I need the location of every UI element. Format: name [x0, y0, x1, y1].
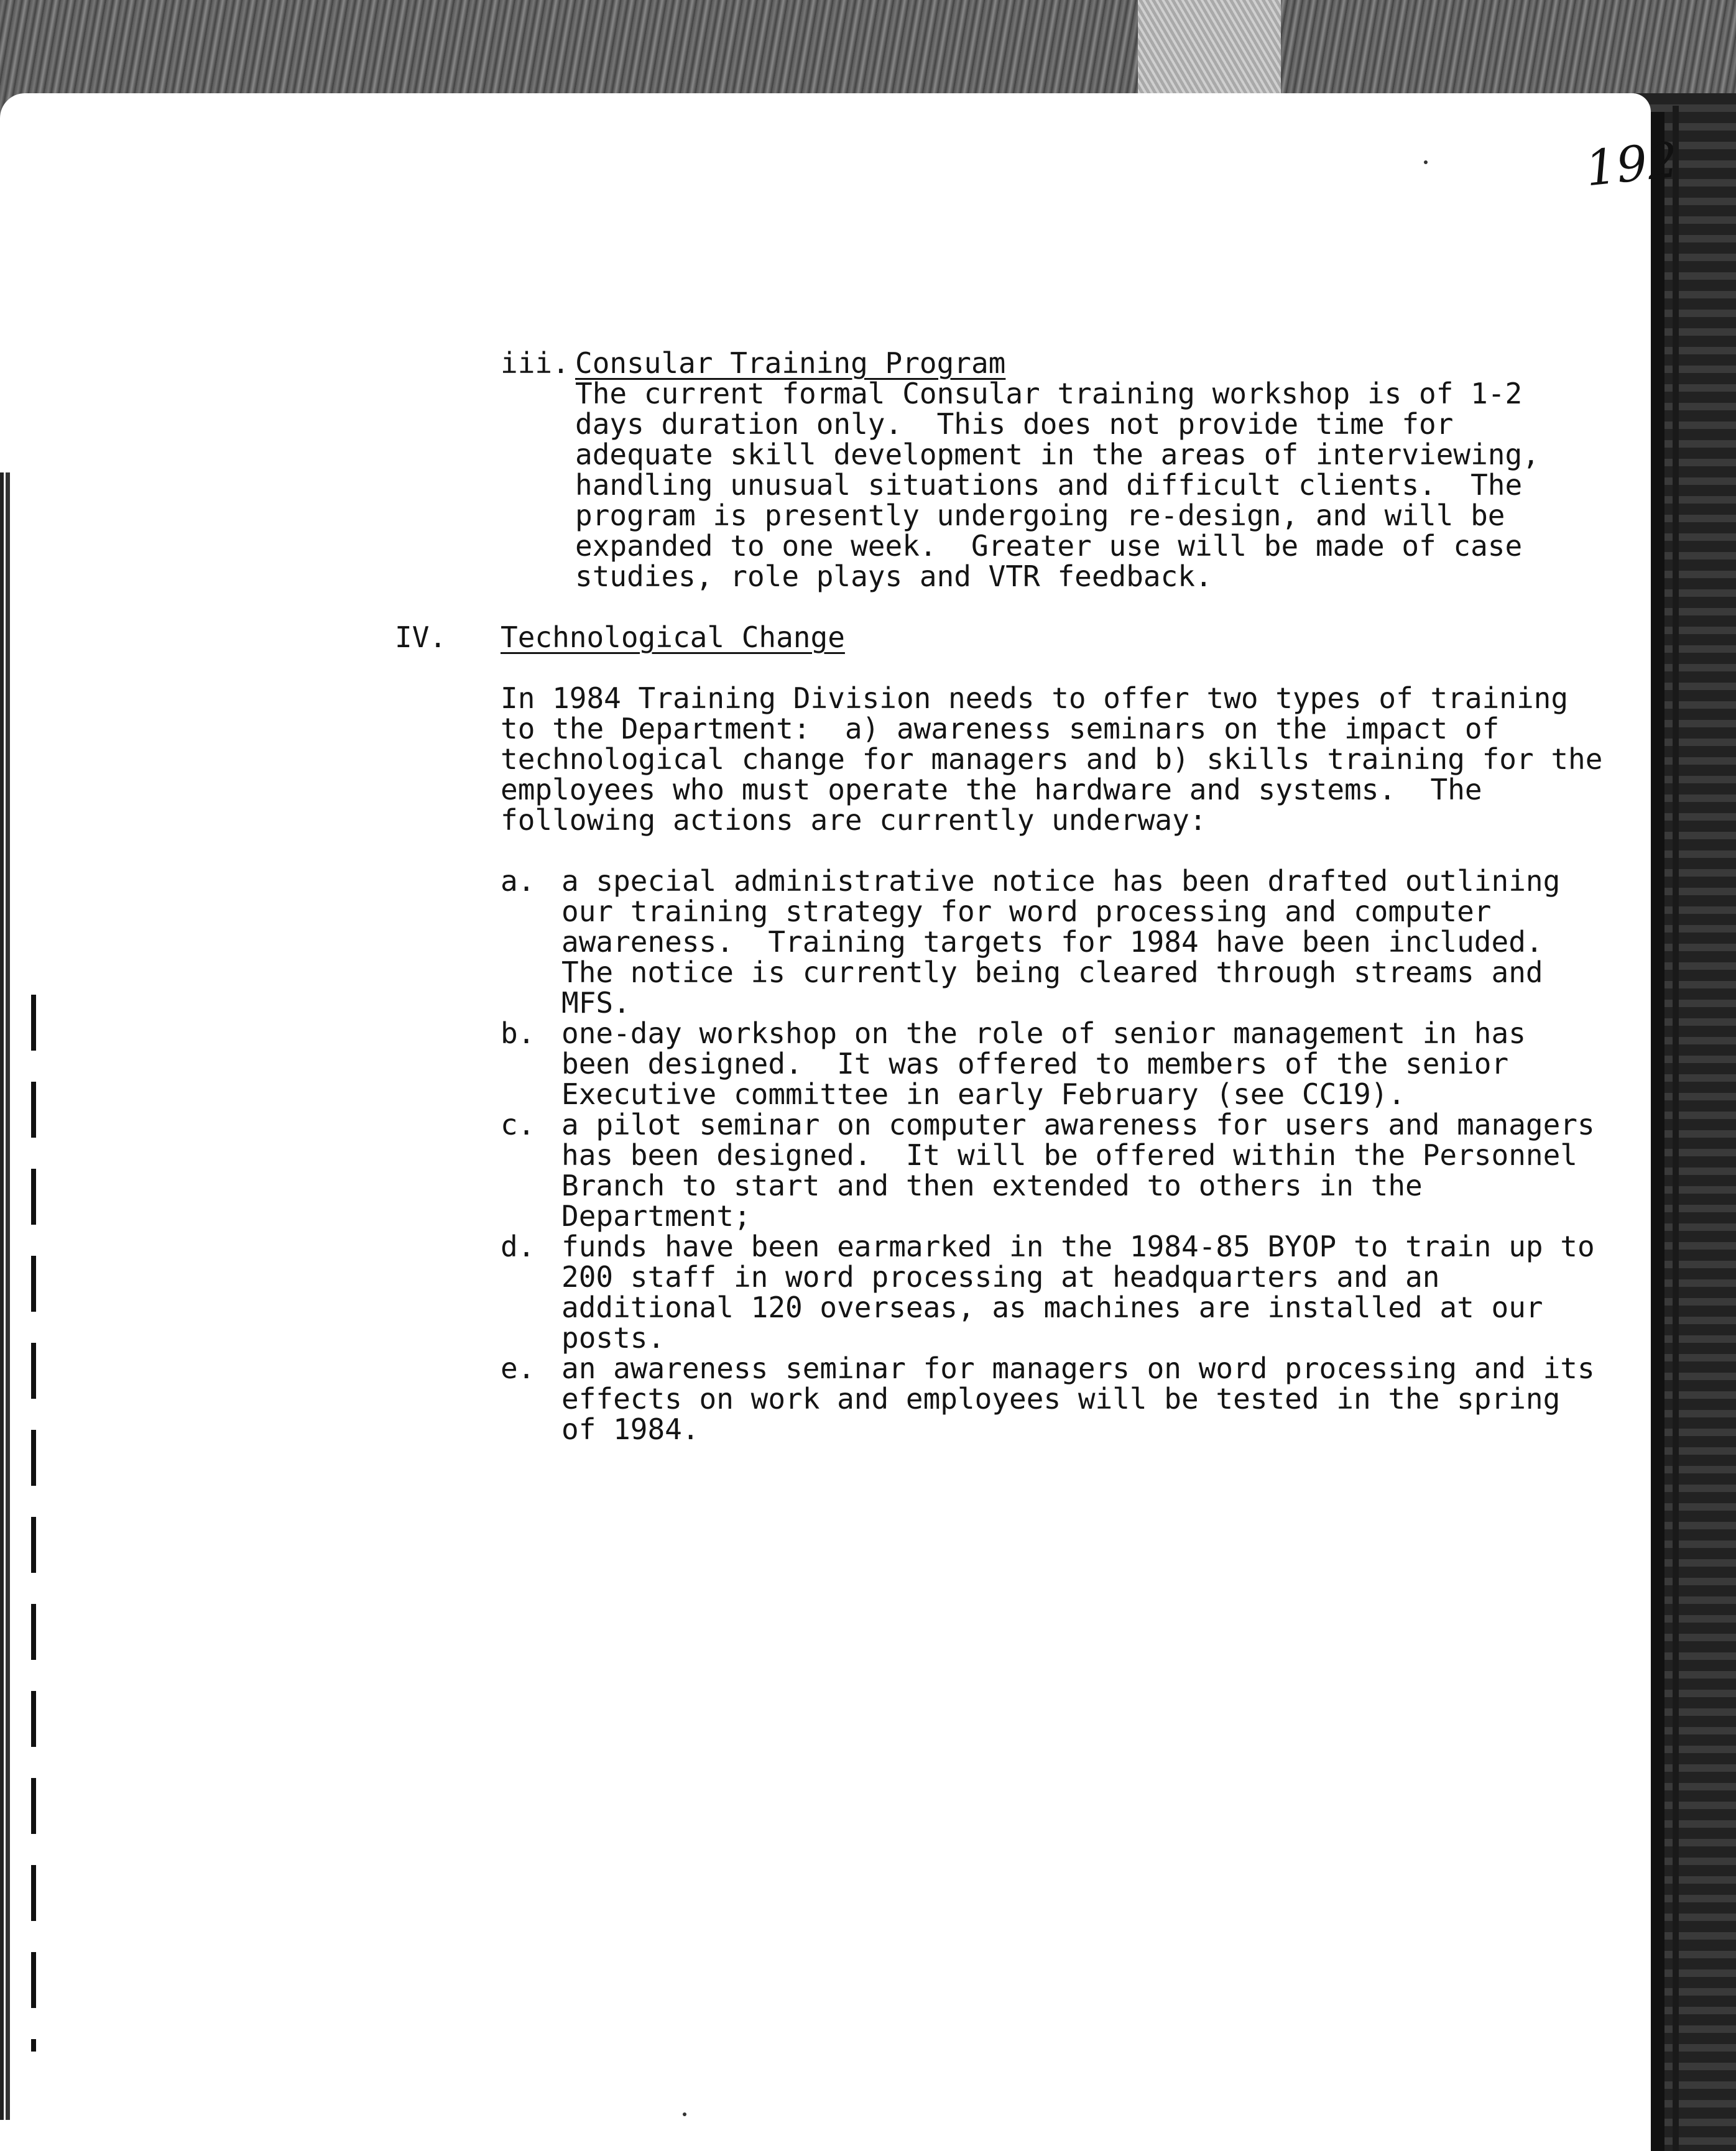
section-iii-line: expanded to one week. Greater use will be made of case [575, 529, 1523, 563]
section-iv-marker: IV. [395, 620, 447, 654]
list-item-line: awareness. Training targets for 1984 have been included. [561, 925, 1543, 959]
section-iii-line: The current formal Consular training workshop is of 1-2 [575, 377, 1523, 410]
section-iv-heading: Technological Change [501, 620, 845, 654]
page-number: 192 [1582, 132, 1681, 198]
list-item-line: a pilot seminar on computer awareness for users and managers [561, 1108, 1595, 1141]
list-item-line: effects on work and employees will be tested in the spring [561, 1382, 1561, 1416]
list-item-line: MFS. [561, 986, 630, 1020]
page-edge-line [1651, 112, 1664, 2151]
list-item-line: one-day workshop on the role of senior management in has [561, 1016, 1526, 1050]
list-item-marker: b. [501, 1016, 535, 1050]
list-item-line: has been designed. It will be offered within the Personnel [561, 1138, 1577, 1172]
list-item-marker: e. [501, 1352, 535, 1385]
list-item-line: a special administrative notice has been drafted outlining [561, 864, 1561, 898]
list-item-line: been designed. It was offered to members of the senior [561, 1047, 1509, 1080]
section-iii-line: adequate skill development in the areas of interviewing, [575, 438, 1540, 471]
list-item-line: an awareness seminar for managers on word processing and its [561, 1352, 1595, 1385]
section-iii-line: handling unusual situations and difficult clients. The [575, 468, 1523, 502]
intro-line: employees who must operate the hardware and systems. The [501, 773, 1482, 806]
list-item-line: The notice is currently being cleared through streams and [561, 956, 1543, 989]
list-item-line: 200 staff in word processing at headquarters and an [561, 1260, 1440, 1294]
scan-background-light-patch [1138, 0, 1281, 93]
list-item-marker: d. [501, 1230, 535, 1263]
section-iii-line: program is presently undergoing re-design, and will be [575, 499, 1505, 532]
list-item-line: additional 120 overseas, as machines are installed at our [561, 1291, 1543, 1324]
intro-line: technological change for managers and b) skills training for the [501, 742, 1603, 776]
section-iii-heading: Consular Training Program [575, 346, 1006, 380]
scan-speck [683, 2112, 686, 2116]
binding-edge [0, 472, 10, 2120]
section-iii-line: days duration only. This does not provide time for [575, 407, 1454, 441]
list-item-line: our training strategy for word processing and computer [561, 895, 1492, 928]
list-item-line: Department; [561, 1199, 751, 1233]
section-iii-marker: iii. [501, 346, 570, 380]
scan-speck [1424, 160, 1428, 164]
list-item-marker: c. [501, 1108, 535, 1141]
list-item-line: funds have been earmarked in the 1984-85 BYOP to train up to [561, 1230, 1595, 1263]
binding-edge-marks [31, 995, 36, 2052]
section-iii-line: studies, role plays and VTR feedback. [575, 560, 1212, 593]
intro-line: following actions are currently underway: [501, 803, 1207, 837]
list-item-line: Branch to start and then extended to others in the [561, 1169, 1423, 1202]
list-item-line: posts. [561, 1321, 665, 1355]
list-item-line: Executive committee in early February (see CC19). [561, 1077, 1406, 1111]
intro-line: to the Department: a) awareness seminars on the impact of [501, 712, 1500, 745]
intro-line: In 1984 Training Division needs to offer two types of training [501, 681, 1569, 715]
list-item-line: of 1984. [561, 1412, 699, 1446]
list-item-marker: a. [501, 864, 535, 898]
page-edge-line-outer [1673, 106, 1679, 2151]
